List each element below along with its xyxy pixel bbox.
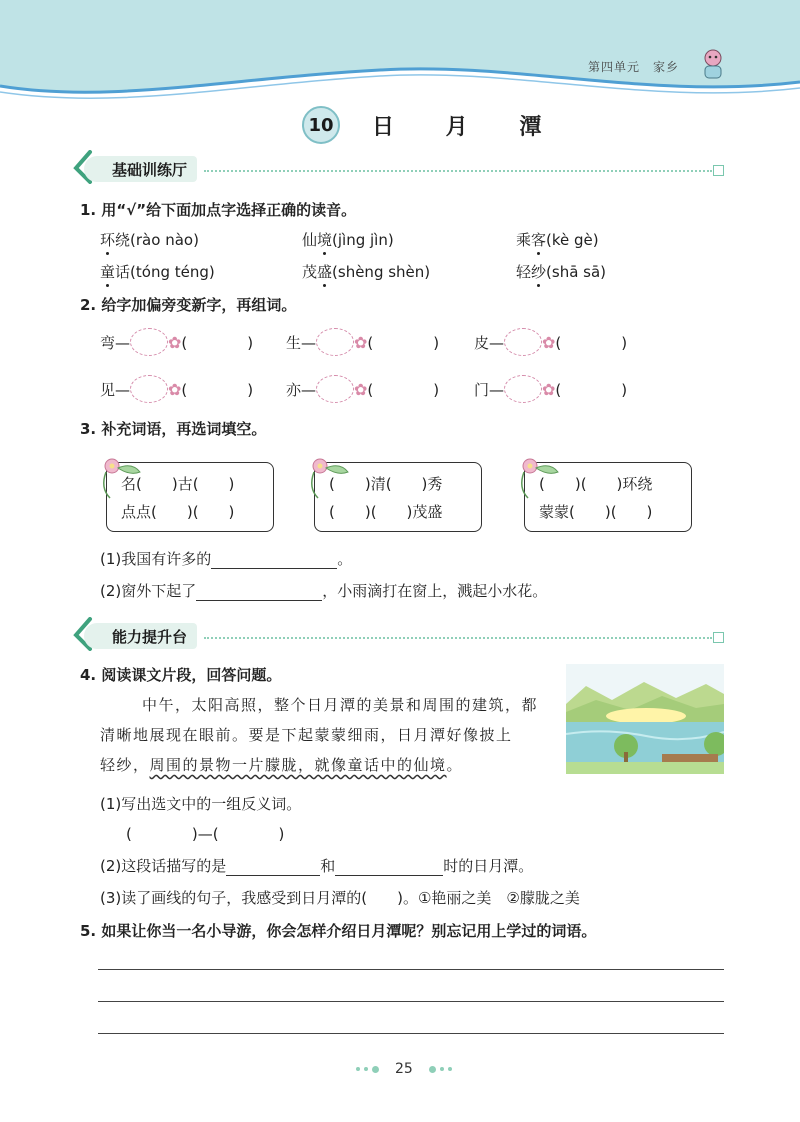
flower-icon: ✿ bbox=[354, 332, 368, 352]
radical-item: 弯— ✿ ( ) bbox=[100, 328, 253, 356]
section-end-box bbox=[713, 165, 724, 176]
question-5-prompt: 5. 如果让你当一名小导游，你会怎样介绍日月潭呢？别忘记用上学过的词语。 bbox=[80, 922, 597, 940]
answer-oval[interactable] bbox=[504, 328, 542, 356]
page-number: 25 bbox=[395, 1061, 413, 1077]
pinyin-item: 仙境(jìng jìn) bbox=[302, 231, 394, 249]
radical-item: 见— ✿ ( ) bbox=[100, 375, 253, 403]
lake-illustration bbox=[566, 664, 724, 774]
dot-icon bbox=[372, 1066, 379, 1073]
fill-sentence-2: (2)窗外下起了 ，小雨滴打在窗上，溅起小水花。 bbox=[100, 582, 548, 600]
question-4-prompt: 4. 阅读课文片段，回答问题。 bbox=[80, 666, 282, 684]
header-wave bbox=[0, 0, 800, 110]
answer-blank[interactable] bbox=[335, 859, 443, 876]
dot-icon bbox=[356, 1067, 360, 1071]
flower-icon bbox=[96, 454, 146, 504]
pinyin-item: 乘客(kè gè) bbox=[516, 231, 599, 249]
word-box-row: ( )( )茂盛 bbox=[329, 503, 443, 521]
question-4-sub1: (1)写出选文中的一组反义词。 bbox=[100, 795, 302, 813]
pinyin-item: 茂盛(shèng shèn) bbox=[302, 263, 431, 281]
dot-icon bbox=[440, 1067, 444, 1071]
pinyin-item: 环绕(rào nào) bbox=[100, 231, 199, 249]
antonym-answer[interactable]: ( )—( ) bbox=[126, 825, 285, 843]
word-box-row: 蒙蒙( )( ) bbox=[539, 503, 653, 521]
unit-label: 第四单元 家乡 bbox=[588, 60, 680, 74]
dot-icon bbox=[448, 1067, 452, 1071]
word-box-row: ( )( )环绕 bbox=[539, 475, 653, 493]
page-footer bbox=[356, 1061, 452, 1077]
flower-icon: ✿ bbox=[542, 332, 556, 352]
question-3-prompt: 3. 补充词语，再选词填空。 bbox=[80, 420, 267, 438]
question-4-sub2: (2)这段话描写的是 和 时的日月潭。 bbox=[100, 857, 534, 875]
section-end-box bbox=[713, 632, 724, 643]
flower-icon: ✿ bbox=[542, 379, 556, 399]
section-basic-training: 基础训练厅 bbox=[84, 156, 197, 182]
word-box-row: 名( )古( ) bbox=[121, 475, 235, 493]
word-box-row: ( )清( )秀 bbox=[329, 475, 443, 493]
radical-item: 亦— ✿ ( ) bbox=[286, 375, 439, 403]
flower-icon: ✿ bbox=[354, 379, 368, 399]
pinyin-item: 轻纱(shā sā) bbox=[516, 263, 607, 281]
pinyin-item: 童话(tóng téng) bbox=[100, 263, 215, 281]
word-box-row: 点点( )( ) bbox=[121, 503, 235, 521]
flower-icon: ✿ bbox=[168, 332, 182, 352]
fill-sentence-1: (1)我国有许多的 。 bbox=[100, 550, 353, 568]
answer-oval[interactable] bbox=[316, 375, 354, 403]
underlined-sentence: 周围的景物一片朦胧，就像童话中的仙境 bbox=[149, 756, 447, 774]
section-divider bbox=[204, 637, 712, 639]
radical-item: 皮— ✿ ( ) bbox=[474, 328, 627, 356]
dot-icon bbox=[364, 1067, 368, 1071]
answer-line[interactable] bbox=[98, 1001, 724, 1002]
answer-line[interactable] bbox=[98, 969, 724, 970]
radical-item: 门— ✿ ( ) bbox=[474, 375, 627, 403]
reading-passage: 中午，太阳高照，整个日月潭的美景和周围的建筑，都 清晰地展现在眼前。要是下起蒙蒙细雨，日月潭好像披上 轻纱，周围的景物一片朦胧，就像童话中的仙境。 bbox=[100, 696, 539, 774]
lesson-number-badge: 10 bbox=[302, 106, 340, 144]
radical-item: 生— ✿ ( ) bbox=[286, 328, 439, 356]
answer-line[interactable] bbox=[98, 1033, 724, 1034]
answer-blank[interactable] bbox=[196, 584, 322, 601]
section-ability-boost: 能力提升台 bbox=[84, 623, 197, 649]
lesson-title: 日 月 潭 bbox=[372, 115, 564, 140]
answer-blank[interactable] bbox=[226, 859, 320, 876]
answer-oval[interactable] bbox=[130, 328, 168, 356]
answer-oval[interactable] bbox=[130, 375, 168, 403]
answer-oval[interactable] bbox=[504, 375, 542, 403]
mascot-icon bbox=[698, 46, 728, 82]
section-divider bbox=[204, 170, 712, 172]
question-2-prompt: 2. 给字加偏旁变新字，再组词。 bbox=[80, 296, 297, 314]
answer-oval[interactable] bbox=[316, 328, 354, 356]
flower-icon bbox=[514, 454, 564, 504]
dot-icon bbox=[429, 1066, 436, 1073]
answer-blank[interactable] bbox=[211, 552, 337, 569]
question-1-prompt: 1. 用“√”给下面加点字选择正确的读音。 bbox=[80, 201, 357, 219]
question-4-sub3: (3)读了画线的句子，我感受到日月潭的( )。①艳丽之美 ②朦胧之美 bbox=[100, 889, 580, 907]
flower-icon: ✿ bbox=[168, 379, 182, 399]
flower-icon bbox=[304, 454, 354, 504]
